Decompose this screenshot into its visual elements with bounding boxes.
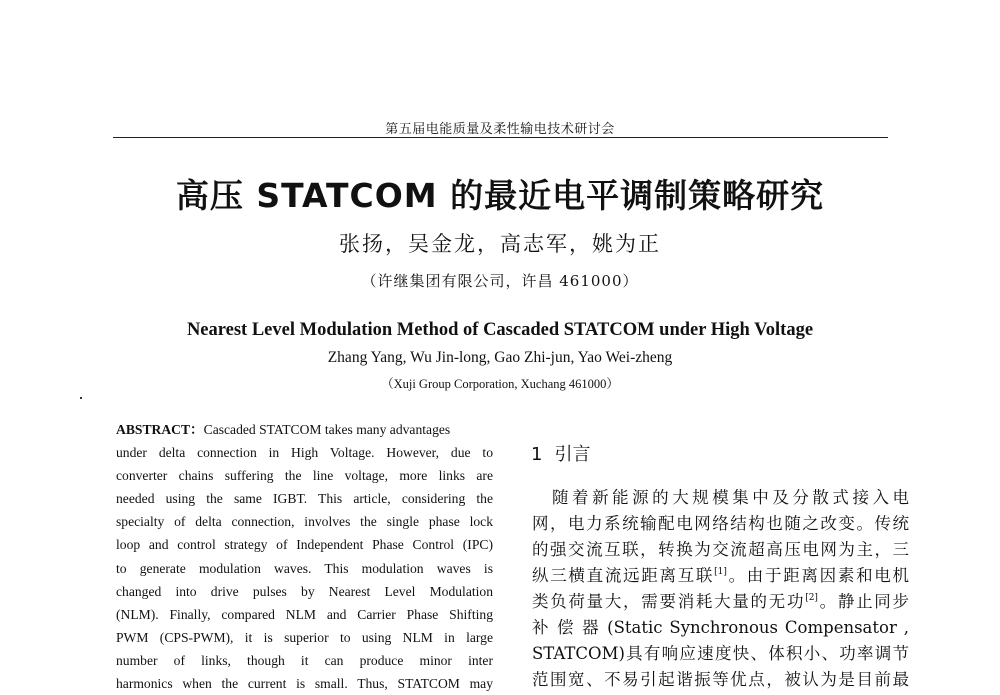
body-line: STATCOM)具有响应速度快、体积小、功率调节 (532, 644, 909, 663)
section-title: 引言 (554, 444, 591, 465)
introduction-body (532, 485, 909, 693)
abstract-line: ABSTRACT：Cascaded STATCOM takes many advantages (116, 422, 451, 437)
body-line: 随着新能源的大规模集中及分散式接入电 (532, 488, 909, 507)
abstract-line: PWM (CPS-PWM), it is superior to using NLM in large (116, 629, 493, 645)
authors-en: Zhang Yang, Wu Jin-long, Gao Zhi-jun, Yao Wei-zheng (327, 349, 673, 366)
abstract-line: under delta connection in High Voltage. However, due to (116, 445, 493, 461)
body-line: 类负荷量大，需要消耗大量的无功[2]。静止同步 (532, 592, 910, 611)
section-number: 1 (531, 444, 543, 465)
citation-ref-1[interactable]: [1] (714, 567, 727, 577)
abstract-line: needed using the same IGBT. This article, considering the (116, 491, 493, 507)
paper-title-cn: 高压 STATCOM 的最近电平调制策略研究 (175, 176, 825, 215)
body-line: 纵三横直流远距离互联[1]。由于距离因素和电机 (532, 566, 910, 585)
affiliation-cn: （许继集团有限公司，许昌 461000） (361, 272, 639, 290)
body-line: 的强交流互联，转换为交流超高压电网为主，三 (532, 540, 909, 559)
abstract-line: harmonics when the current is small. Thus, STATCOM may (116, 676, 493, 692)
body-line: 范围宽、不易引起谐振等优点，被认为是目前最 (532, 670, 909, 689)
abstract-line: to generate modulation waves. This modulation waves is (116, 560, 493, 576)
abstract-line: number of links, though it can produce minor inter (116, 652, 493, 668)
paper-title-en: Nearest Level Modulation Method of Cascaded STATCOM under High Voltage (186, 320, 814, 340)
abstract-line: specialty of delta connection, involves the single phase lock (116, 514, 493, 530)
abstract-block (116, 418, 493, 695)
abstract-line: converter chains suffering the line voltage, more links are (116, 468, 493, 484)
authors-cn: 张扬，吴金龙，高志军，姚为正 (339, 232, 661, 256)
abstract-line: loop and control strategy of Independent Phase Control (IPC) (116, 537, 493, 553)
body-line: 网，电力系统输配电网络结构也随之改变。传统 (532, 514, 909, 533)
section-heading-introduction (531, 440, 590, 466)
affiliation-en: （Xuji Group Corporation, Xuchang 461000） (381, 377, 619, 391)
scan-speck (80, 397, 82, 399)
abstract-label: ABSTRACT： (116, 422, 204, 437)
abstract-line: changed into drive pulses by Nearest Level Modulation (116, 583, 493, 599)
conference-header: 第五届电能质量及柔性输电技术研讨会 (385, 122, 615, 137)
header-rule (113, 137, 888, 138)
abstract-line: (NLM). Finally, compared NLM and Carrier Phase Shifting (116, 606, 493, 622)
citation-ref-2[interactable]: [2] (805, 593, 818, 603)
body-line: 补 偿 器 (Static Synchronous Compensator , (532, 618, 909, 637)
